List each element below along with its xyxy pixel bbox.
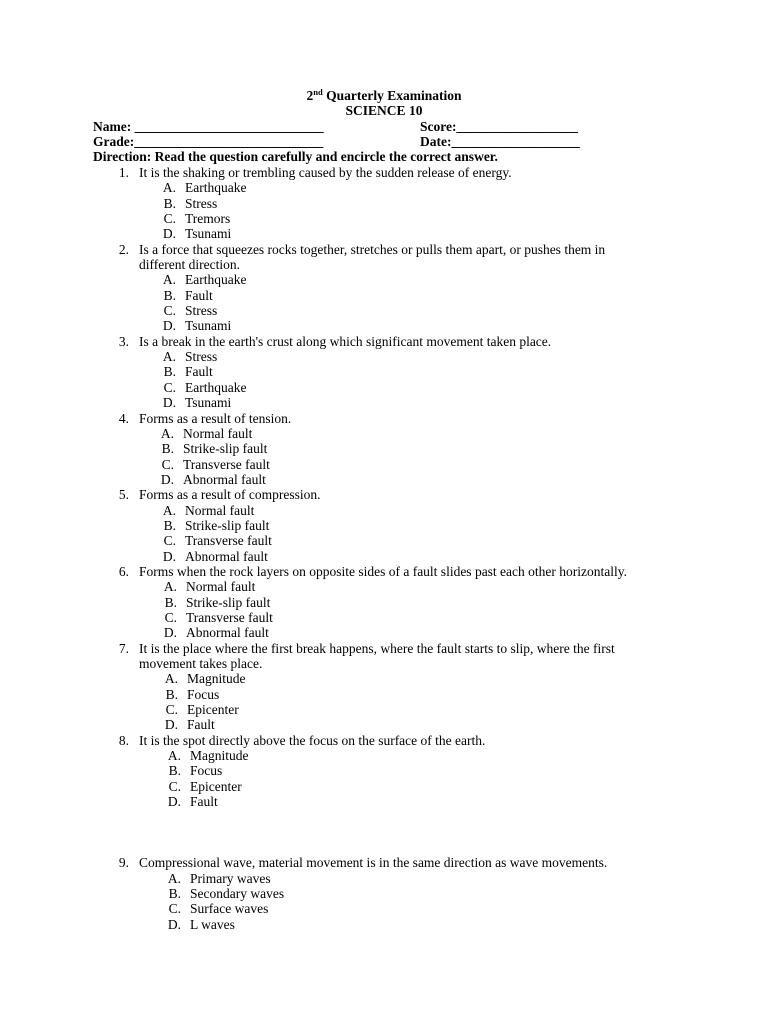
option-text: L waves	[190, 916, 235, 932]
answer-option[interactable]	[0, 794, 768, 809]
option-text: Stress	[185, 349, 218, 365]
question-text: Forms when the rock layers on opposite sides of a fault slides past each other horizontally.	[139, 563, 628, 579]
option-text: Abnormal fault	[185, 548, 268, 564]
option-letter: C.	[163, 533, 176, 549]
title-superscript: nd	[313, 87, 323, 97]
question-item	[0, 641, 768, 733]
answer-option[interactable]	[0, 763, 768, 778]
option-text: Secondary waves	[190, 886, 285, 902]
title-ordinal: 2	[306, 88, 314, 103]
option-letter: D.	[162, 318, 176, 334]
question-row	[0, 165, 768, 180]
option-text: Abnormal fault	[186, 625, 269, 641]
question-item	[0, 242, 768, 334]
answer-option[interactable]	[0, 687, 768, 702]
question-item	[0, 334, 768, 411]
answer-option[interactable]	[0, 702, 768, 717]
option-text: Surface waves	[190, 901, 269, 917]
option-text: Epicenter	[187, 702, 239, 718]
option-letter: B.	[163, 517, 176, 533]
option-text: Transverse fault	[183, 456, 270, 472]
option-list	[0, 272, 768, 333]
answer-option[interactable]	[0, 717, 768, 732]
option-letter: C.	[163, 379, 176, 395]
answer-option[interactable]	[0, 610, 768, 625]
option-list	[0, 180, 768, 241]
question-text: It is the spot directly above the focus on the surface of the earth.	[139, 732, 486, 748]
question-text: It is the place where the first break happens, where the fault starts to slip, where the first movement takes place.	[139, 640, 615, 671]
option-text: Primary waves	[190, 870, 271, 886]
question-number: 6.	[118, 563, 129, 579]
question-number: 2.	[118, 241, 129, 257]
question-item	[0, 564, 768, 641]
option-text: Fault	[185, 287, 213, 303]
option-text: Earthquake	[185, 180, 247, 196]
answer-option[interactable]	[0, 671, 768, 686]
question-text: Is a force that squeezes rocks together, stretches or pulls them apart, or pushes them in different direction.	[139, 241, 606, 273]
option-list	[0, 426, 768, 487]
question-number: 3.	[118, 333, 129, 349]
option-letter: D.	[167, 794, 181, 810]
question-row	[0, 855, 768, 870]
answer-option[interactable]	[0, 533, 768, 548]
date-field: Date:___________________	[420, 134, 580, 149]
option-letter: B.	[161, 441, 174, 457]
answer-option[interactable]	[0, 395, 768, 410]
option-letter: C.	[161, 456, 174, 472]
question-item	[0, 411, 768, 488]
answer-option[interactable]	[0, 426, 768, 441]
question-text: Forms as a result of tension.	[139, 410, 292, 426]
answer-option[interactable]	[0, 303, 768, 318]
option-letter: C.	[164, 609, 177, 625]
answer-option[interactable]	[0, 364, 768, 379]
option-letter: B.	[164, 594, 177, 610]
option-text: Fault	[187, 717, 215, 733]
answer-option[interactable]	[0, 917, 768, 932]
option-letter: C.	[163, 211, 176, 227]
option-letter: D.	[164, 717, 178, 733]
option-text: Tremors	[185, 211, 231, 227]
option-letter: A.	[160, 425, 174, 441]
question-row	[0, 411, 768, 426]
option-letter: C.	[168, 901, 181, 917]
option-text: Normal fault	[185, 502, 255, 518]
option-letter: A.	[162, 180, 176, 196]
option-text: Abnormal fault	[183, 471, 266, 487]
question-row	[0, 334, 768, 349]
option-letter: B.	[163, 364, 176, 380]
option-text: Tsunami	[185, 395, 232, 411]
answer-option[interactable]	[0, 349, 768, 364]
answer-option[interactable]	[0, 457, 768, 472]
question-row	[0, 564, 768, 579]
answer-option[interactable]	[0, 595, 768, 610]
question-item	[0, 487, 768, 564]
option-letter: D.	[160, 471, 174, 487]
question-text: It is the shaking or trembling caused by the sudden release of energy.	[139, 165, 512, 180]
option-text: Earthquake	[185, 379, 247, 395]
answer-option[interactable]	[0, 901, 768, 916]
option-text: Earthquake	[185, 272, 247, 288]
name-field: Name: ____________________________	[93, 119, 324, 134]
option-text: Strike-slip fault	[186, 594, 271, 610]
option-letter: A.	[164, 671, 178, 687]
option-text: Tsunami	[185, 318, 232, 334]
option-letter: B.	[163, 287, 176, 303]
option-list	[0, 871, 768, 932]
option-text: Stress	[185, 195, 218, 211]
option-text: Strike-slip fault	[183, 441, 268, 457]
title-rest: Quarterly Examination	[322, 88, 462, 103]
score-field: Score:__________________	[420, 119, 578, 134]
question-number: 8.	[118, 732, 129, 748]
answer-option[interactable]	[0, 503, 768, 518]
question-row	[0, 733, 768, 748]
exam-title	[0, 88, 768, 103]
option-text: Focus	[190, 763, 223, 779]
answer-option[interactable]	[0, 871, 768, 886]
option-text: Fault	[185, 364, 213, 380]
exam-subject: SCIENCE 10	[345, 103, 423, 118]
question-row	[0, 487, 768, 502]
answer-option[interactable]	[0, 518, 768, 533]
answer-option[interactable]	[0, 180, 768, 195]
option-text: Normal fault	[186, 579, 256, 595]
option-letter: B.	[168, 763, 181, 779]
question-item	[0, 855, 768, 932]
option-letter: C.	[163, 303, 176, 319]
question-number: 9.	[118, 855, 129, 871]
answer-option[interactable]	[0, 579, 768, 594]
answer-option[interactable]	[0, 625, 768, 640]
question-item	[0, 165, 768, 242]
option-letter: A.	[167, 748, 181, 764]
answer-option[interactable]	[0, 226, 768, 241]
question-list	[0, 165, 768, 932]
option-letter: D.	[163, 625, 177, 641]
answer-option[interactable]	[0, 318, 768, 333]
option-letter: B.	[168, 886, 181, 902]
option-text: Stress	[185, 303, 218, 319]
answer-option[interactable]	[0, 472, 768, 487]
question-number: 1.	[118, 165, 129, 180]
question-number: 5.	[118, 487, 129, 503]
option-text: Magnitude	[190, 748, 249, 764]
option-list	[0, 579, 768, 640]
question-text: Is a break in the earth's crust along which significant movement taken place.	[139, 333, 552, 349]
option-letter: B.	[165, 686, 178, 702]
answer-option[interactable]	[0, 288, 768, 303]
option-text: Transverse fault	[186, 609, 273, 625]
question-row	[0, 242, 768, 273]
answer-option[interactable]	[0, 748, 768, 763]
option-letter: A.	[162, 502, 176, 518]
question-text: Forms as a result of compression.	[139, 487, 321, 503]
answer-option[interactable]	[0, 779, 768, 794]
question-number: 7.	[118, 640, 129, 656]
option-letter: A.	[167, 870, 181, 886]
question-text: Compressional wave, material movement is in the same direction as wave movements.	[139, 855, 608, 871]
option-text: Transverse fault	[185, 533, 272, 549]
option-letter: D.	[162, 395, 176, 411]
option-letter: A.	[162, 272, 176, 288]
question-row	[0, 641, 768, 672]
option-letter: B.	[163, 195, 176, 211]
option-letter: A.	[162, 349, 176, 365]
answer-option[interactable]	[0, 211, 768, 226]
question-number: 4.	[118, 410, 129, 426]
direction-text: Direction: Read the question carefully and encircle the correct answer.	[93, 149, 498, 164]
option-letter: D.	[162, 548, 176, 564]
answer-option[interactable]	[0, 441, 768, 456]
option-letter: C.	[168, 778, 181, 794]
option-list	[0, 349, 768, 410]
option-letter: A.	[163, 579, 177, 595]
option-text: Fault	[190, 794, 218, 810]
grade-field: Grade:____________________________	[93, 134, 324, 149]
option-text: Focus	[187, 686, 220, 702]
option-text: Magnitude	[187, 671, 246, 687]
option-text: Tsunami	[185, 226, 232, 242]
option-text: Strike-slip fault	[185, 517, 270, 533]
answer-option[interactable]	[0, 196, 768, 211]
option-text: Epicenter	[190, 778, 242, 794]
option-list	[0, 748, 768, 809]
question-item	[0, 733, 768, 810]
option-letter: D.	[167, 916, 181, 932]
option-letter: D.	[162, 226, 176, 242]
answer-option[interactable]	[0, 549, 768, 564]
option-letter: C.	[165, 702, 178, 718]
option-text: Normal fault	[183, 425, 253, 441]
answer-option[interactable]	[0, 272, 768, 287]
option-list	[0, 503, 768, 564]
answer-option[interactable]	[0, 886, 768, 901]
answer-option[interactable]	[0, 380, 768, 395]
option-list	[0, 671, 768, 732]
